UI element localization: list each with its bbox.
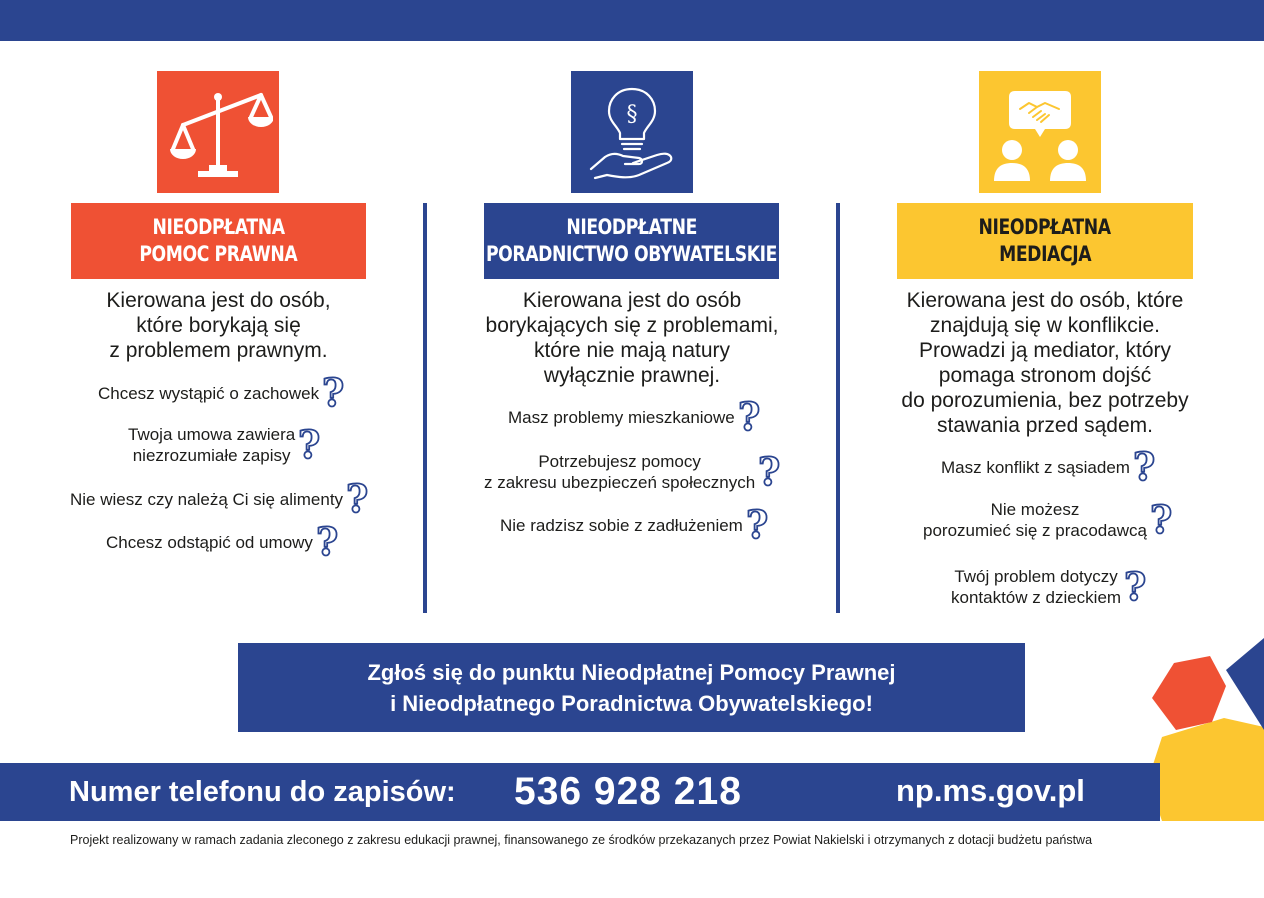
mediation-icon-tile <box>979 71 1101 193</box>
svg-text:?: ? <box>1149 500 1173 540</box>
lead-legal-aid <box>66 288 371 363</box>
scales-icon-tile <box>157 71 279 193</box>
lead-line: wyłącznie prawnej. <box>543 364 721 387</box>
svg-text:?: ? <box>1132 447 1156 487</box>
question-mark-icon <box>1123 567 1149 607</box>
question-mark-icon <box>757 452 783 492</box>
question-text: Masz problemy mieszkaniowe <box>508 407 735 427</box>
svg-text:?: ? <box>1124 567 1147 607</box>
question-text: Nie radzisz sobie z zadłużeniem <box>500 515 743 535</box>
question-text: Chcesz wystąpić o zachowek <box>98 383 320 403</box>
svg-text:?: ? <box>758 452 781 492</box>
question-item <box>70 479 371 519</box>
question-mark-icon <box>745 505 771 545</box>
question-item <box>98 373 347 413</box>
question-text: Masz konflikt z sąsiadem <box>941 457 1130 477</box>
question-mark-icon <box>1149 500 1175 540</box>
question-text: Twój problem dotyczy <box>954 567 1118 586</box>
lead-line: pomaga stronom dojść <box>938 364 1152 387</box>
red-hexagon-shape <box>1152 656 1226 730</box>
question-item <box>106 522 341 562</box>
heading-line: POMOC PRAWNA <box>139 242 298 266</box>
website-link[interactable]: np.ms.gov.pl <box>896 773 1085 808</box>
question-text: Potrzebujesz pomocy <box>538 452 701 471</box>
question-text: kontaktów z dzieckiem <box>951 588 1122 607</box>
lead-line: Kierowana jest do osób, które <box>906 289 1184 312</box>
cta-line: i Nieodpłatnego Poradnictwa Obywatelskiego! <box>390 690 873 716</box>
question-item <box>951 566 1149 608</box>
svg-text:§: § <box>626 102 638 127</box>
question-text: Twoja umowa zawiera <box>128 425 296 444</box>
question-text: z zakresu ubezpieczeń społecznych <box>484 473 756 492</box>
lead-line: borykających się z problemami, <box>485 314 779 337</box>
svg-text:?: ? <box>737 397 761 437</box>
lead-line: znajdują się w konflikcie. <box>930 314 1160 337</box>
lead-line: z problemem prawnym. <box>109 339 328 362</box>
lightbulb-hand-paragraph-icon <box>577 77 687 187</box>
lead-line: które nie mają natury <box>533 339 731 362</box>
heading-civic-counseling <box>484 203 779 279</box>
question-mark-icon <box>345 479 371 519</box>
heading-line: MEDIACJA <box>998 242 1092 266</box>
heading-line: NIEODPŁATNA <box>152 215 285 239</box>
top-banner-bar <box>0 0 1264 41</box>
column-divider <box>423 203 427 613</box>
svg-text:?: ? <box>315 522 339 562</box>
svg-text:?: ? <box>346 479 369 519</box>
svg-text:?: ? <box>322 373 345 413</box>
question-mark-icon <box>321 373 347 413</box>
question-item <box>508 397 763 437</box>
funding-disclaimer: Projekt realizowany w ramach zadania zleconego z zakresu edukacji prawnej, finansowanego ze środków przekazanych przez Powiat Nakielski i otrzymanych z dotacji budżetu państwa <box>70 833 1093 847</box>
question-text: Nie wiesz czy należą Ci się alimenty <box>70 489 344 509</box>
question-text: Nie możesz <box>990 500 1080 519</box>
blue-triangle-shape <box>1226 638 1264 730</box>
yellow-hexagon-shape <box>1148 718 1264 821</box>
cta-line: Zgłoś się do punktu Nieodpłatnej Pomocy Prawnej <box>367 659 896 685</box>
question-item <box>128 424 323 466</box>
question-mark-icon <box>737 397 763 437</box>
lead-line: które borykają się <box>136 314 301 337</box>
lightbulb-icon-tile <box>571 71 693 193</box>
heading-line: NIEODPŁATNE <box>566 215 697 239</box>
question-item <box>923 499 1175 541</box>
scales-of-justice-icon <box>163 77 273 187</box>
call-to-action-banner <box>238 643 1025 732</box>
question-mark-icon <box>297 425 323 465</box>
lead-mediation <box>880 288 1210 438</box>
lead-line: Kierowana jest do osób, <box>106 289 331 312</box>
question-item <box>500 505 771 545</box>
question-mark-icon <box>315 522 341 562</box>
mediation-handshake-people-icon <box>985 77 1095 187</box>
lead-line: do porozumienia, bez potrzeby <box>901 389 1189 412</box>
phone-footer-bar <box>0 763 1160 821</box>
svg-text:?: ? <box>745 505 769 545</box>
question-text: porozumieć się z pracodawcą <box>923 521 1147 540</box>
heading-line: PORADNICTWO OBYWATELSKIE <box>485 242 778 266</box>
question-text: niezrozumiałe zapisy <box>132 446 291 465</box>
question-item <box>941 447 1158 487</box>
heading-line: NIEODPŁATNA <box>978 215 1112 239</box>
question-item <box>484 451 783 493</box>
lead-civic-counseling <box>462 288 802 388</box>
column-divider <box>836 203 840 613</box>
lead-line: stawania przed sądem. <box>937 414 1153 437</box>
lead-line: Prowadzi ją mediator, który <box>918 339 1172 362</box>
lead-line: Kierowana jest do osób <box>522 289 742 312</box>
question-mark-icon <box>1132 447 1158 487</box>
phone-number-link[interactable]: 536 928 218 <box>514 770 742 813</box>
svg-text:?: ? <box>298 425 321 465</box>
heading-mediation <box>897 203 1193 279</box>
heading-legal-aid <box>71 203 366 279</box>
phone-label: Numer telefonu do zapisów: <box>69 776 456 808</box>
question-text: Chcesz odstąpić od umowy <box>106 532 313 552</box>
